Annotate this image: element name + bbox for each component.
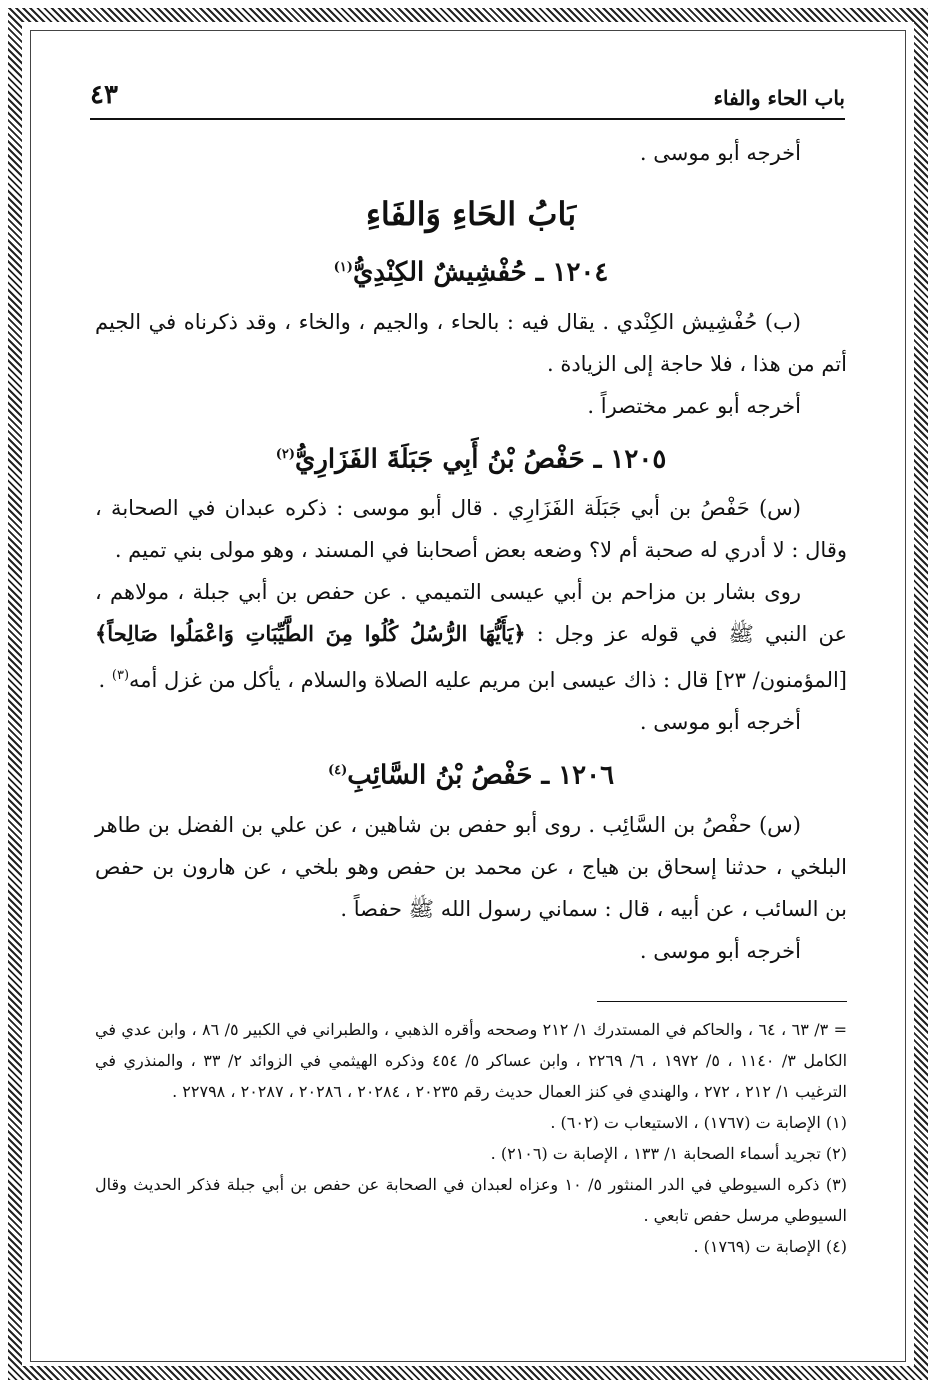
- entry-heading: [95, 242, 847, 299]
- footnote-ref: (٣): [111, 668, 130, 684]
- entry-paragraph: (ب) حُفْشِيش الكِنْدي . يقال فيه : بالحاء ، والجيم ، والخاء ، وقد ذكرناه في الجيم أتم من هذا ، فلا حاجة إلى الزيادة .: [95, 309, 847, 376]
- main-text: [95, 132, 847, 972]
- entry-closing: أخرجه أبو عمر مختصراً .: [587, 393, 801, 418]
- entry-title: ١٢٠٥ ـ حَفْصُ بْنُ أَبِي جَبَلَةَ الفَزَارِيُّ: [295, 444, 667, 475]
- entry-paragraph: روى بشار بن مزاحم بن أبي عيسى التميمي . عن حفص بن أبي جبلة ، مولاهم ، عن النبي ﷺ في قوله عز وجل : ﴿يَأَيُّهَا الرُّسُلُ كُلُوا مِنَ الطَّيِّبَاتِ وَاعْمَلُوا صَالِحاً﴾ [المؤمنون/ ٢٣] قال : ذاك عيسى ابن مريم عليه الصلاة والسلام ، يأكل من غزل أمه$^{(٣)}$ .: [95, 580, 847, 693]
- entry-paragraph: (س) حفْصُ بن السَّائِب . روى أبو حفص بن شاهين ، عن علي بن الفضل بن طاهر البلخي ، حدثنا إسحاق بن هياج ، عن محمد بن حفص وهو بلخي ، عن هارون بن حفص بن السائب ، عن أبيه ، قال : سماني رسول الله ﷺ حفصاً .: [95, 812, 847, 921]
- page-number: ٤٣: [90, 80, 118, 110]
- page-header: [90, 78, 845, 120]
- footnote-ref: (١): [333, 260, 353, 275]
- previous-entry-closing: أخرجه أبو موسى .: [639, 141, 801, 165]
- footnote-ref: (٢): [275, 446, 296, 462]
- footnote-continuation: = ٣/ ٦٣ ، ٦٤ ، والحاكم في المستدرك ١/ ٢١٢ وصححه وأقره الذهبي ، والطبراني في الكبير ٥/ ٨٦ ، وابن عدي في الكامل ٣/ ١١٤٠ ، ٥/ ١٩٧٢ ، ٦/ ٢٢٦٩ ، وابن عساكر ٥/ ٤٥٤ وذكره الهيثمي في الزوائد ٢/ ٣٣ ، والمنذري في الترغيب ١/ ٢١٢ ، ٢٧٢ ، والهندي في كنز العمال حديث رقم ٢٠٢٣٥ ، ٢٠٢٨٤ ، ٢٠٢٨٦ ، ٢٠٢٨٧ ، ٢٢٧٩٨ .: [95, 1020, 848, 1101]
- footnote-item: (١) الإصابة ت (١٧٦٧) ، الاستيعاب ت (٦٠٢) .: [550, 1113, 847, 1132]
- quran-reference: [المؤمنون/ ٢٣]: [715, 668, 847, 693]
- entry-closing: أخرجه أبو موسى .: [639, 710, 801, 735]
- entry-closing: أخرجه أبو موسى .: [639, 938, 801, 963]
- entry-heading: [95, 429, 847, 486]
- narration-continuation: قال : ذاك عيسى ابن مريم عليه الصلاة والسلام ، يأكل من غزل أمه: [129, 668, 709, 693]
- chapter-title: بَابُ الحَاءِ وَالفَاءِ: [365, 195, 577, 233]
- narration-text: روى بشار بن مزاحم بن أبي عيسى التميمي . عن حفص بن أبي جبلة ، مولاهم ، عن النبي ﷺ في قوله عز وجل :: [95, 580, 847, 647]
- entry-paragraph: (س) حَفْصُ بن أبي جَبَلَة الفَزَارِي . قال أبو موسى : ذكره عبدان في الصحابة ، وقال : لا أدري له صحبة أم لا؟ وضعه بعض أصحابنا في المسند ، وهو مولى بني تميم .: [95, 496, 847, 563]
- running-title: باب الحاء والفاء: [713, 86, 845, 110]
- footnote-separator: [597, 1001, 847, 1002]
- footnotes: [95, 1014, 847, 1262]
- footnote-item: (٤) الإصابة ت (١٧٦٩) .: [693, 1237, 847, 1256]
- footnote-item: (٢) تجريد أسماء الصحابة ١/ ١٣٣ ، الإصابة ت (٢١٠٦) .: [490, 1144, 847, 1163]
- footnote-ref: (٤): [327, 763, 348, 779]
- entry-title: ١٢٠٦ ـ حَفْصُ بْنُ السَّائِبِ: [347, 760, 615, 791]
- entry-title: ١٢٠٤ ـ حُفْشِيشٌ الكِنْدِيُّ: [352, 257, 609, 288]
- quran-verse: ﴿يَأَيُّهَا الرُّسُلُ كُلُوا مِنَ الطَّيِّبَاتِ وَاعْمَلُوا صَالِحاً﴾: [95, 621, 526, 647]
- entry-heading: [95, 745, 847, 802]
- footnote-item: (٣) ذكره السيوطي في الدر المنثور ٥/ ١٠ وعزاه لعبدان في الصحابة عن حفص بن أبي جبلة فذكر الحديث وقال السيوطي مرسل حفص تابعي .: [95, 1175, 847, 1225]
